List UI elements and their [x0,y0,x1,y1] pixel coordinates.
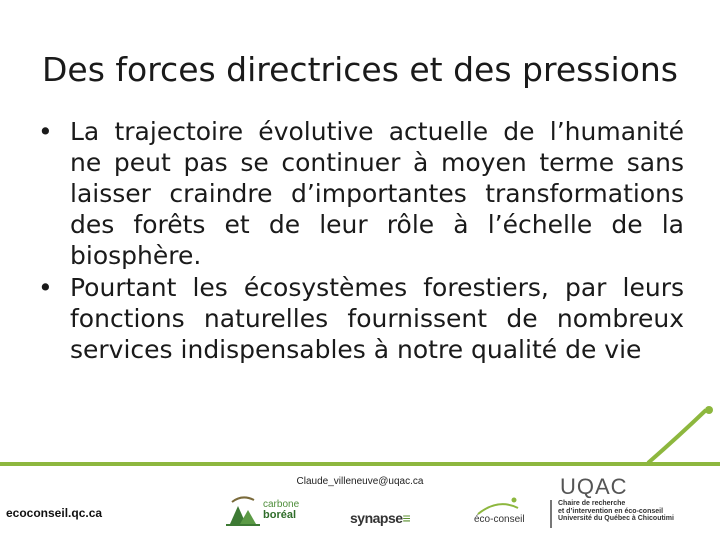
tree-icon [226,494,262,528]
decorative-arc [640,405,720,465]
contact-email: Claude_villeneuve@uqac.ca [296,476,424,487]
uqac-logo: UQAC [560,474,628,499]
synapse-logo [350,510,410,526]
carbone-line2: boréal [263,509,297,521]
uqac-line2: et d’intervention en éco-conseil [558,507,664,515]
uqac-line3: Université du Québec à Chicoutimi [558,515,674,522]
eco-conseil-logo: éco-conseil [474,514,525,525]
carbone-line1: carbone [263,499,300,510]
bullet-dot: • [38,273,53,302]
synapse-mark-icon: ≡ [402,510,411,526]
uqac-divider [550,500,552,528]
bullet-text: La trajectoire évolutive actuelle de l’humanité ne peut pas se continuer à moyen terme sans laisser craindre d’importantes transformations des forêts et de leur rôle à l’échelle de la biosphère. [70,117,684,270]
uqac-chaire-text [558,500,674,523]
footer-divider [0,462,720,466]
bullet-text: Pourtant les écosystèmes forestiers, par leurs fonctions naturelles fournissent de nombreux services indispensables à notre qualité de vie [70,273,684,364]
uqac-line1: Chaire de recherche [558,500,626,507]
carbone-boreal-logo [263,500,299,520]
bullet-item [34,272,684,365]
slide-title: Des forces directrices et des pressions [42,50,678,89]
synapse-text: synapse [350,510,403,526]
bullet-list [34,116,684,366]
bullet-dot: • [38,117,53,146]
bullet-item [34,116,684,271]
ecoconseil-logo: ecoconseil.qc.ca [6,506,103,520]
eco-conseil-icon [468,494,528,516]
